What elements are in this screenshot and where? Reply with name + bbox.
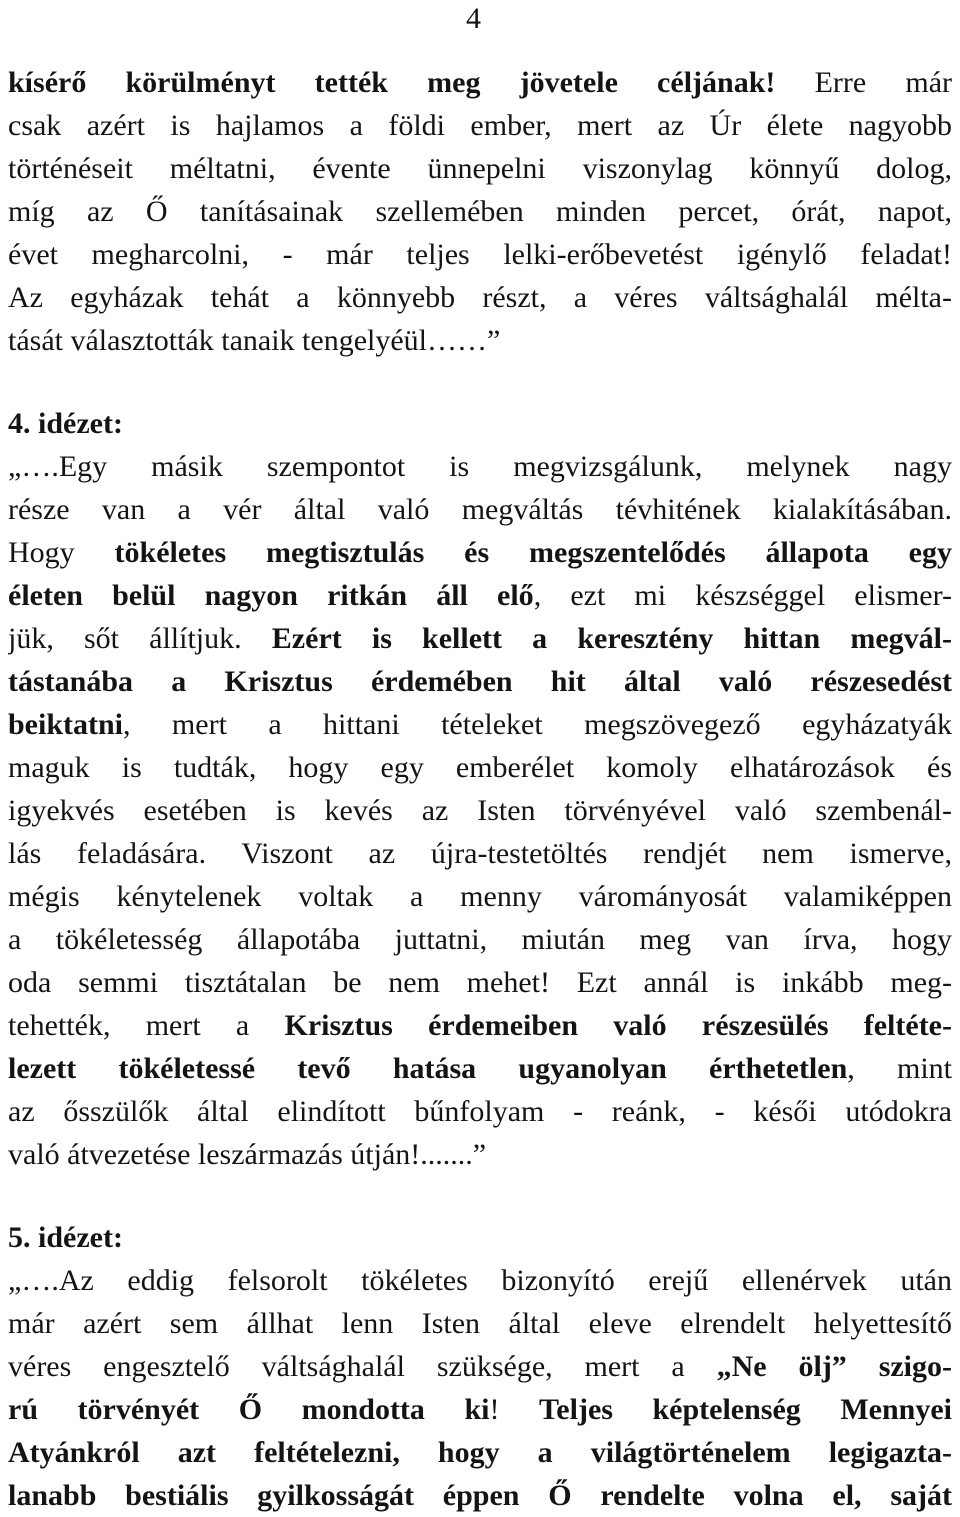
text-line <box>8 446 952 488</box>
text-line <box>8 320 952 362</box>
text-line <box>8 575 952 617</box>
text-run: , mint <box>847 1052 952 1085</box>
section-heading <box>8 403 952 445</box>
page-number: 4 <box>466 2 481 35</box>
text-run: , mert a hittani tételeket megszövegező egyházatyák <box>123 708 952 741</box>
text-line <box>8 1005 952 1047</box>
text-line <box>8 1260 952 1302</box>
bold-text: lanabb bestiális gyilkosságát éppen Ő rendelte volna el, saját <box>8 1479 952 1512</box>
text-line <box>8 962 952 1004</box>
text-run: , ezt mi készséggel elismer- <box>533 579 952 612</box>
text-line <box>8 1303 952 1345</box>
text-run: már azért sem állhat lenn Isten által eleve elrendelt helyettesítő <box>8 1307 952 1340</box>
text-line <box>8 919 952 961</box>
text-line <box>8 1091 952 1133</box>
bold-text: Krisztus érdemeiben való részesülés feltéte- <box>284 1009 952 1042</box>
text-line <box>8 105 952 147</box>
text-run: Az egyházak tehát a könnyebb részt, a véres váltsághalál mélta- <box>8 281 952 314</box>
bold-text: rú törvényét Ő mondotta ki <box>8 1393 490 1426</box>
text-line <box>8 790 952 832</box>
text-line <box>8 532 952 574</box>
bold-text: „Ne ölj” szigo- <box>716 1350 952 1383</box>
text-line <box>8 704 952 746</box>
text-line <box>8 618 952 660</box>
bold-text: lezett tökéletessé tevő hatása ugyanolyan érthetetlen <box>8 1052 848 1085</box>
text-line <box>8 1346 952 1388</box>
text-run: történéseit méltatni, évente ünnepelni viszonylag könnyű dolog, <box>8 152 952 185</box>
section-heading <box>8 1217 952 1259</box>
text-run: míg az Ő tanításainak szellemében minden percet, órát, napot, <box>8 195 952 228</box>
bold-text: kísérő körülményt tették meg jövetele céljának! <box>8 66 776 99</box>
text-line <box>8 489 952 531</box>
text-line <box>8 1432 952 1474</box>
text-run: maguk is tudták, hogy egy emberélet komoly elhatározások és <box>8 751 952 784</box>
text-run: jük, sőt állítjuk. <box>8 622 272 655</box>
text-run: véres engesztelő váltsághalál szüksége, mert a <box>8 1350 717 1383</box>
text-run: Erre már <box>775 66 952 99</box>
bold-text: tástanába a Krisztus érdemében hit által való részesedést <box>8 665 952 698</box>
text-line <box>8 1389 952 1431</box>
text-line <box>8 1134 952 1176</box>
bold-text: életen belül nagyon ritkán áll elő <box>8 579 534 612</box>
bold-text: Teljes képtelenség Mennyei <box>539 1393 952 1426</box>
text-line <box>8 234 952 276</box>
text-line <box>8 277 952 319</box>
text-run: a tökéletesség állapotába juttatni, miután meg van írva, hogy <box>8 923 952 956</box>
text-line <box>8 833 952 875</box>
text-run: Hogy <box>8 536 115 569</box>
bold-text: Atyánkról azt feltételezni, hogy a világtörténelem legigazta- <box>8 1436 952 1469</box>
text-run: oda semmi tisztátalan be nem mehet! Ezt annál is inkább meg- <box>8 966 952 999</box>
text-run: tehették, mert a <box>8 1009 285 1042</box>
text-line <box>8 148 952 190</box>
text-run: része van a vér által való megváltás tévhitének kialakításában. <box>8 493 952 526</box>
bold-text: 5. idézet: <box>8 1221 123 1254</box>
text-run: „….Egy másik szempontot is megvizsgálunk, melynek nagy <box>8 450 952 483</box>
text-line <box>8 747 952 789</box>
text-run: évet megharcolni, - már teljes lelki-erőbevetést igénylő feladat! <box>8 238 952 271</box>
text-line <box>8 62 952 104</box>
text-run: igyekvés esetében is kevés az Isten törvényével való szembenál- <box>8 794 952 827</box>
text-run: lás feladására. Viszont az újra-testetöltés rendjét nem ismerve, <box>8 837 952 870</box>
text-run: való átvezetése leszármazás útján!.......” <box>8 1138 487 1171</box>
bold-text: beiktatni <box>8 708 124 741</box>
bold-text: Ezért is kellett a keresztény hittan megvál- <box>271 622 952 655</box>
bold-text: 4. idézet: <box>8 407 123 440</box>
text-run: tását választották tanaik tengelyéül……” <box>8 324 501 357</box>
bold-text: tökéletes megtisztulás és megszentelődés állapota egy <box>114 536 952 569</box>
text-line <box>8 661 952 703</box>
text-run: „….Az eddig felsorolt tökéletes bizonyító erejű ellenérvek után <box>8 1264 952 1297</box>
text-line <box>8 876 952 918</box>
text-run: az ősszülők által elindított bűnfolyam - reánk, - késői utódokra <box>8 1095 952 1128</box>
text-run: csak azért is hajlamos a földi ember, mert az Úr élete nagyobb <box>8 109 952 142</box>
text-line <box>8 191 952 233</box>
text-line <box>8 1048 952 1090</box>
text-run: ! <box>489 1393 540 1426</box>
text-run: mégis kénytelenek voltak a menny várományosát valamiképpen <box>8 880 952 913</box>
